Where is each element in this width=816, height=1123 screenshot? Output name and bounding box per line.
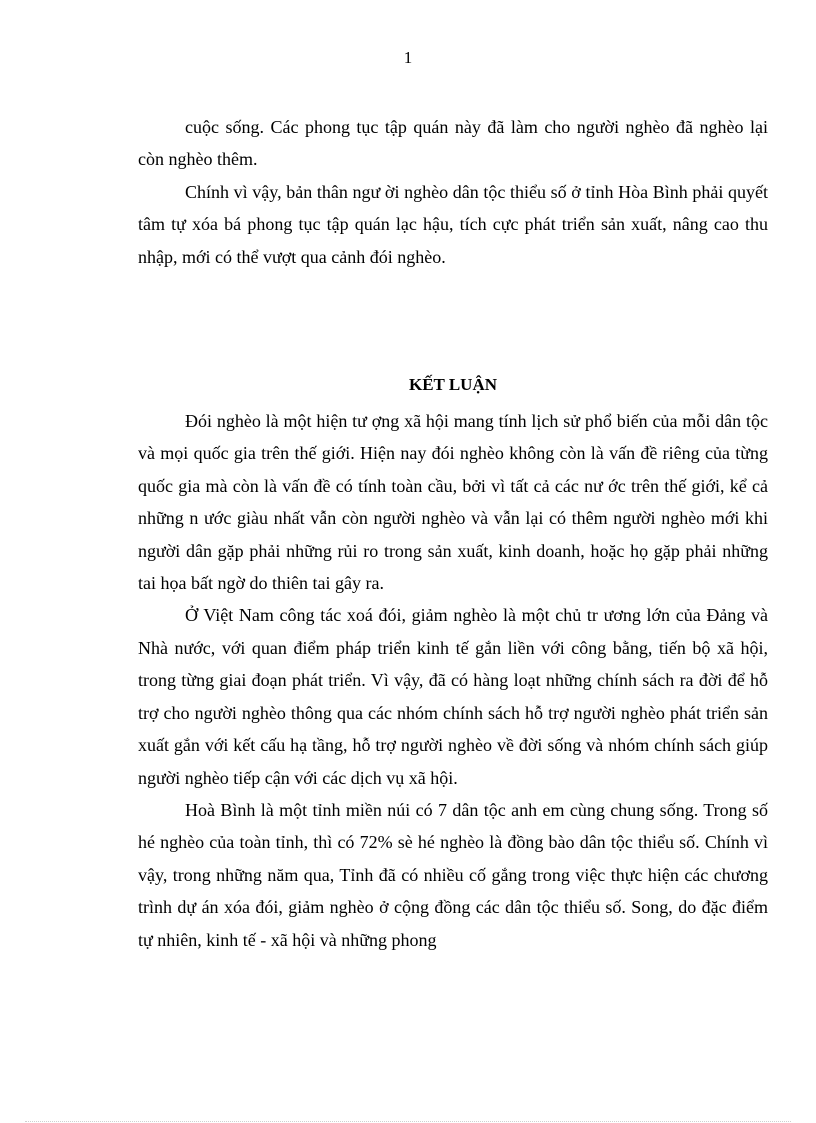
paragraph-hoa-binh: Hoà Bình là một tỉnh miền núi có 7 dân tộc anh em cùng chung sống. Trong số hé nghèo của toàn tỉnh, thì có 72% sè hé nghèo là đồng bào dân tộc thiểu số. Chính vì vậy, trong những năm qua, Tỉnh đã có nhiều cố gắng trong việc thực hiện các chương trình dự án xóa đói, giảm nghèo ở cộng đồng các dân tộc thiểu số. Song, do đặc điểm tự nhiên, kinh tế - xã hội và những phong — [138, 799, 768, 950]
page-number: 1 — [403, 48, 413, 67]
page-bottom-divider — [25, 1121, 791, 1122]
paragraph-poverty-definition: Đói nghèo là một hiện tư ợng xã hội mang tính lịch sử phổ biến của mỗi dân tộc và mọi quốc gia trên thế giới. Hiện nay đói nghèo không còn là vấn đề riêng của từng quốc gia mà còn là vấn đề có tính toàn cầu, bởi vì tất cả các nư ớc trên thế giới, kể cả những n ước giàu nhất vẫn còn người nghèo và vẫn lại có thêm người nghèo mới khi người dân gặp phải những rủi ro trong sản xuất, kinh doanh, hoặc họ gặp phải những tai họa bất ngờ do thiên tai gây ra. — [138, 411, 768, 594]
document-body — [138, 111, 768, 956]
section-heading: KẾT LUẬN — [408, 375, 497, 395]
paragraph-vietnam-policy: Ở Việt Nam công tác xoá đói, giảm nghèo là một chủ tr ương lớn của Đảng và Nhà nước, với quan điểm pháp triển kinh tế gắn liền với công bằng, tiến bộ xã hội, trong từng giai đoạn phát triển. Vì vậy, đã có hàng loạt những chính sách ra đời để hỗ trợ cho người nghèo thông qua các nhóm chính sách hỗ trợ người nghèo phát triển sản xuất gắn với kết cấu hạ tầng, hỗ trợ người nghèo về đời sống và nhóm chính sách giúp người nghèo tiếp cận với các dịch vụ xã hội. — [138, 605, 768, 788]
paragraph-continuation: cuộc sống. Các phong tục tập quán này đã làm cho người nghèo đã nghèo lại còn nghèo thêm. — [138, 117, 768, 170]
paragraph-conclusion-lead: Chính vì vậy, bản thân ngư ời nghèo dân tộc thiểu số ở tỉnh Hòa Bình phải quyết tâm tự xóa bá phong tục tập quán lạc hậu, tích cực phát triển sản xuất, nâng cao thu nhập, mới có thể vượt qua cảnh đói nghèo. — [138, 181, 768, 267]
